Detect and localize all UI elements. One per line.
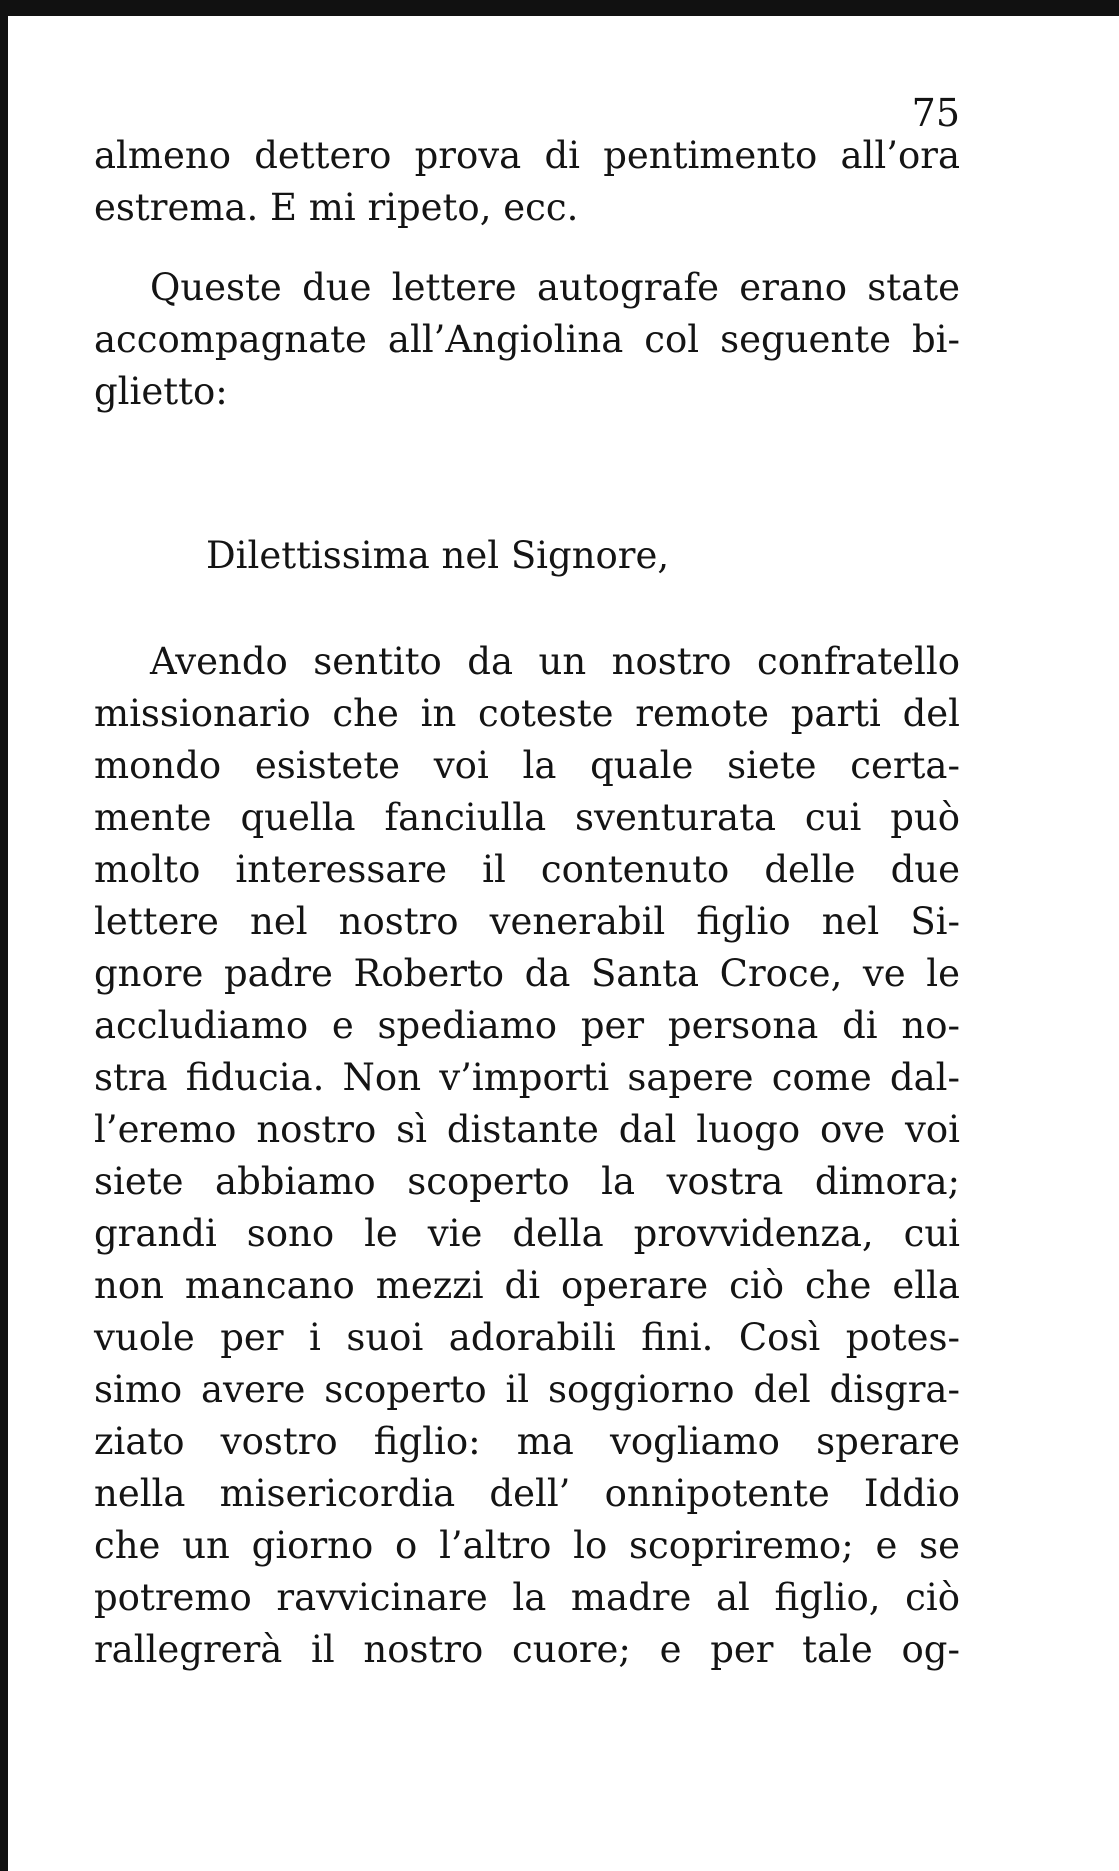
text-line: Queste due lettere autografe erano state <box>150 266 960 309</box>
text-line: almeno dettero prova di pentimento all’ora <box>94 134 960 177</box>
text-line: ziato vostro figlio: ma vogliamo sperare <box>94 1420 960 1463</box>
text-line: estrema. E mi ripeto, ecc. <box>94 186 579 229</box>
text-line: glietto: <box>94 370 228 413</box>
text-line: mente quella fanciulla sventurata cui può <box>94 796 960 839</box>
text-line: grandi sono le vie della provvidenza, cui <box>94 1212 960 1255</box>
text-line: non mancano mezzi di operare ciò che ella <box>94 1264 960 1307</box>
text-line: stra fiducia. Non v’importi sapere come dal- <box>94 1056 960 1099</box>
text-line: potremo ravvicinare la madre al figlio, ciò <box>94 1576 960 1619</box>
text-line: mondo esistete voi la quale siete certa- <box>94 744 960 787</box>
text-line: lettere nel nostro venerabil figlio nel Si- <box>94 900 960 943</box>
text-line: gnore padre Roberto da Santa Croce, ve le <box>94 952 960 995</box>
text-line: accompagnate all’Angiolina col seguente bi- <box>94 318 960 361</box>
text-line: vuole per i suoi adorabili fini. Così potes- <box>94 1316 960 1359</box>
text-line: simo avere scoperto il soggiorno del disgra- <box>94 1368 960 1411</box>
text-line: l’eremo nostro sì distante dal luogo ove voi <box>94 1108 960 1151</box>
page-number: 75 <box>911 91 960 135</box>
text-line: missionario che in coteste remote parti del <box>94 692 960 735</box>
left-border-rule <box>0 0 8 1871</box>
text-line: siete abbiamo scoperto la vostra dimora; <box>94 1160 960 1203</box>
top-border-rule <box>0 0 1119 16</box>
text-line: rallegrerà il nostro cuore; e per tale og- <box>94 1628 960 1671</box>
text-line: nella misericordia dell’ onnipotente Iddio <box>94 1472 960 1515</box>
letter-salutation: Dilettissima nel Signore, <box>206 534 670 577</box>
text-line: molto interessare il contenuto delle due <box>94 848 960 891</box>
text-line: accludiamo e spediamo per persona di no- <box>94 1004 960 1047</box>
text-line: che un giorno o l’altro lo scopriremo; e se <box>94 1524 960 1567</box>
text-line: Avendo sentito da un nostro confratello <box>150 640 960 683</box>
